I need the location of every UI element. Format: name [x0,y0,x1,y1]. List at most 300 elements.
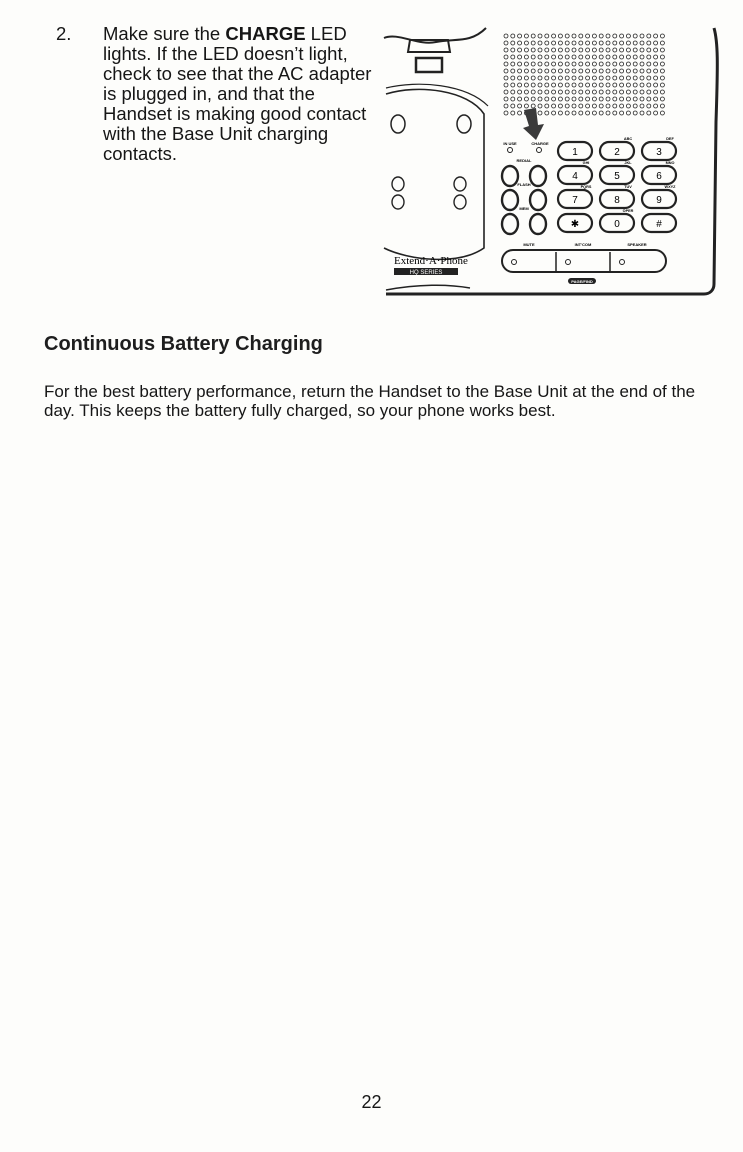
grille-hole [620,41,624,45]
grille-hole [504,62,508,66]
grille-hole [531,41,535,45]
grille-hole [606,62,610,66]
grille-hole [504,48,508,52]
grille-hole [640,76,644,80]
grille-hole [640,104,644,108]
grille-hole [545,97,549,101]
grille-hole [565,76,569,80]
series-badge: HQ SERIES [409,270,443,276]
key-letters: JKL [624,161,632,165]
grille-hole [599,69,603,73]
grille-hole [511,48,515,52]
grille-hole [558,104,562,108]
grille-hole [660,83,664,87]
grille-hole [518,97,522,101]
grille-hole [613,104,617,108]
grille-hole [579,34,583,38]
grille-hole [592,97,596,101]
keypad-key-label: 1 [572,147,578,158]
grille-hole [579,83,583,87]
grille-hole [511,97,515,101]
grille-hole [592,41,596,45]
section-paragraph: For the best battery performance, return the Handset to the Base Unit at the end of the day. This keeps the battery fully charged, so your phone works best. [44,382,696,420]
grille-hole [613,55,617,59]
grille-hole [572,97,576,101]
grille-hole [524,62,528,66]
grille-hole [504,97,508,101]
grille-hole [572,34,576,38]
grille-hole [626,83,630,87]
grille-hole [613,48,617,52]
grille-hole [518,41,522,45]
grille-hole [592,111,596,115]
grille-hole [565,83,569,87]
grille-hole [654,34,658,38]
grille-hole [620,55,624,59]
grille-hole [606,55,610,59]
grille-hole [504,76,508,80]
grille-hole [552,104,556,108]
grille-hole [531,34,535,38]
grille-hole [545,90,549,94]
grille-hole [579,41,583,45]
grille-hole [558,111,562,115]
grille-hole [579,69,583,73]
grille-hole [579,90,583,94]
grille-hole [599,34,603,38]
grille-hole [518,104,522,108]
grille-hole [592,48,596,52]
grille-hole [545,48,549,52]
grille-hole [511,69,515,73]
grille-hole [531,48,535,52]
grille-hole [538,83,542,87]
grille-hole [660,34,664,38]
mute-label: MUTE [523,242,535,247]
down-arrow-icon [523,108,544,140]
grille-hole [660,55,664,59]
grille-hole [660,97,664,101]
grille-hole [599,48,603,52]
grille-hole [504,90,508,94]
grille-hole [592,62,596,66]
in-use-label: IN USE [503,141,517,146]
grille-hole [660,90,664,94]
grille-hole [640,90,644,94]
function-button [502,214,518,234]
grille-hole [647,83,651,87]
grille-hole [626,69,630,73]
step-text [103,24,378,164]
grille-hole [565,48,569,52]
cradle-window [416,58,442,72]
grille-hole [552,83,556,87]
grille-hole [633,41,637,45]
grille-hole [626,34,630,38]
grille-hole [565,97,569,101]
grille-hole [592,76,596,80]
grille-hole [654,62,658,66]
grille-hole [504,34,508,38]
grille-hole [518,62,522,66]
grille-hole [606,76,610,80]
grille-hole [599,76,603,80]
grille-hole [552,62,556,66]
charge-emphasis: CHARGE [225,23,306,44]
grille-hole [565,69,569,73]
grille-hole [545,55,549,59]
grille-hole [579,111,583,115]
grille-hole [524,55,528,59]
grille-hole [552,69,556,73]
grille-hole [538,90,542,94]
grille-hole [647,69,651,73]
grille-hole [552,34,556,38]
grille-hole [518,76,522,80]
grille-hole [592,34,596,38]
page-number: 22 [361,1092,382,1112]
grille-hole [606,83,610,87]
grille-hole [606,48,610,52]
grille-hole [613,34,617,38]
function-button [502,190,518,210]
grille-hole [647,48,651,52]
grille-hole [586,76,590,80]
base-unit-illustration [378,22,724,298]
grille-hole [606,97,610,101]
grille-hole [579,104,583,108]
grille-hole [633,62,637,66]
grille-hole [558,34,562,38]
grille-hole [647,55,651,59]
grille-hole [592,83,596,87]
grille-hole [504,104,508,108]
grille-hole [606,104,610,108]
grille-hole [531,76,535,80]
step-text-before: Make sure the [103,23,226,44]
grille-hole [538,41,542,45]
grille-hole [518,55,522,59]
grille-hole [565,62,569,66]
grille-hole [647,104,651,108]
grille-hole [599,62,603,66]
grille-hole [545,41,549,45]
grille-hole [640,62,644,66]
grille-hole [640,48,644,52]
grille-hole [654,104,658,108]
grille-hole [626,76,630,80]
grille-hole [558,97,562,101]
step-text-after: LED lights. If the LED doesn’t light, check to see that the AC adapter is plugged in, and that the Handset is making good contact with the Base Unit charging contacts. [103,23,372,164]
grille-hole [531,90,535,94]
grille-hole [620,83,624,87]
grille-hole [511,62,515,66]
grille-hole [592,55,596,59]
grille-hole [524,76,528,80]
grille-hole [531,69,535,73]
grille-hole [558,55,562,59]
grille-hole [545,34,549,38]
grille-hole [538,48,542,52]
grille-hole [531,104,535,108]
grille-hole [524,69,528,73]
grille-hole [626,48,630,52]
grille-hole [647,111,651,115]
grille-hole [524,41,528,45]
grille-hole [545,111,549,115]
grille-hole [558,90,562,94]
grille-hole [524,97,528,101]
grille-hole [552,76,556,80]
grille-hole [647,90,651,94]
grille-hole [538,55,542,59]
grille-hole [633,111,637,115]
grille-hole [586,90,590,94]
grille-hole [511,104,515,108]
grille-hole [626,41,630,45]
grille-hole [579,97,583,101]
key-letters: ABC [623,137,633,141]
grille-hole [599,90,603,94]
key-letters: WXYZ [664,185,676,189]
grille-hole [572,76,576,80]
keypad-key-label: 9 [656,195,662,206]
grille-hole [654,69,658,73]
grille-hole [599,97,603,101]
grille-hole [620,34,624,38]
grille-hole [660,69,664,73]
grille-hole [647,76,651,80]
keypad-key-label: 8 [614,195,620,206]
grille-hole [620,90,624,94]
grille-hole [592,90,596,94]
function-label: REDIAL [516,158,532,163]
grille-hole [518,48,522,52]
grille-hole [592,104,596,108]
key-letters: OPER [622,209,634,213]
grille-hole [538,104,542,108]
grille-hole [565,104,569,108]
grille-hole [606,90,610,94]
step-number: 2. [56,23,72,44]
grille-hole [586,83,590,87]
speaker-grille [504,34,664,115]
grille-hole [524,34,528,38]
grille-hole [511,111,515,115]
grille-hole [633,55,637,59]
grille-hole [572,69,576,73]
grille-hole [654,90,658,94]
function-label: MEM [519,206,529,211]
grille-hole [545,76,549,80]
grille-hole [586,34,590,38]
grille-hole [654,83,658,87]
charge-label: CHARGE [531,141,549,146]
grille-hole [586,55,590,59]
grille-hole [660,111,664,115]
grille-hole [654,48,658,52]
grille-hole [599,41,603,45]
grille-hole [531,97,535,101]
grille-hole [572,90,576,94]
grille-hole [633,69,637,73]
grille-hole [613,90,617,94]
grille-hole [531,55,535,59]
grille-hole [572,41,576,45]
grille-hole [654,97,658,101]
grille-hole [626,55,630,59]
grille-hole [545,104,549,108]
grille-hole [626,62,630,66]
keypad-key-label: 7 [572,195,578,206]
grille-hole [511,90,515,94]
key-letters: TUV [624,185,632,189]
grille-hole [640,97,644,101]
grille-hole [599,104,603,108]
speaker-label: SPEAKER [627,242,647,247]
keypad-key-label: 2 [614,147,620,158]
grille-hole [524,48,528,52]
keypad [502,137,676,234]
grille-hole [654,111,658,115]
grille-hole [620,62,624,66]
grille-hole [647,97,651,101]
grille-hole [633,83,637,87]
grille-hole [640,69,644,73]
grille-hole [613,69,617,73]
grille-hole [504,83,508,87]
grille-hole [586,62,590,66]
grille-hole [545,62,549,66]
grille-hole [606,111,610,115]
grille-hole [558,69,562,73]
grille-hole [579,48,583,52]
grille-hole [586,41,590,45]
grille-hole [558,83,562,87]
grille-hole [518,90,522,94]
keypad-key-label: 0 [614,219,620,230]
grille-hole [511,76,515,80]
keypad-key-label: # [656,219,662,230]
grille-hole [599,83,603,87]
grille-hole [640,83,644,87]
grille-hole [504,69,508,73]
grille-hole [524,83,528,87]
grille-hole [518,34,522,38]
grille-hole [620,97,624,101]
grille-hole [565,41,569,45]
page-find-label: PAGE/FIND [571,279,593,284]
grille-hole [538,111,542,115]
brand-logo: Extend·A·Phone [394,255,468,267]
grille-hole [552,111,556,115]
key-letters: MNO [665,161,675,165]
grille-hole [654,55,658,59]
key-letters: GHI [582,161,590,165]
grille-hole [518,83,522,87]
grille-hole [599,55,603,59]
grille-hole [504,111,508,115]
grille-hole [552,55,556,59]
function-button [530,190,546,210]
grille-hole [531,62,535,66]
keypad-key-label: ✱ [570,219,580,230]
grille-hole [511,41,515,45]
grille-hole [511,83,515,87]
function-button [530,214,546,234]
function-button [530,166,546,186]
grille-hole [586,97,590,101]
grille-hole [660,104,664,108]
grille-hole [538,34,542,38]
grille-hole [647,62,651,66]
grille-hole [552,90,556,94]
grille-hole [504,41,508,45]
grille-hole [640,111,644,115]
grille-hole [626,97,630,101]
grille-hole [599,111,603,115]
key-letters: DEF [666,137,674,141]
grille-hole [613,83,617,87]
grille-hole [558,48,562,52]
grille-hole [518,111,522,115]
grille-hole [518,69,522,73]
keypad-key-label: 4 [572,171,578,182]
grille-hole [579,62,583,66]
grille-hole [640,41,644,45]
grille-hole [660,41,664,45]
grille-hole [552,48,556,52]
grille-hole [660,76,664,80]
grille-hole [606,34,610,38]
grille-hole [538,62,542,66]
grille-hole [504,55,508,59]
grille-hole [565,34,569,38]
grille-hole [511,34,515,38]
grille-hole [572,55,576,59]
grille-hole [538,69,542,73]
grille-hole [565,90,569,94]
intercom-label: INT'COM [574,242,592,247]
grille-hole [640,55,644,59]
grille-hole [660,62,664,66]
grille-hole [558,76,562,80]
keypad-key-label: 3 [656,147,662,158]
grille-hole [626,104,630,108]
grille-hole [660,48,664,52]
grille-hole [620,76,624,80]
grille-hole [586,104,590,108]
grille-hole [626,111,630,115]
grille-hole [654,41,658,45]
grille-hole [620,69,624,73]
grille-hole [613,62,617,66]
keypad-key-label: 5 [614,171,620,182]
grille-hole [538,76,542,80]
grille-hole [531,83,535,87]
grille-hole [586,111,590,115]
grille-hole [633,76,637,80]
grille-hole [654,76,658,80]
grille-hole [524,104,528,108]
grille-hole [586,48,590,52]
grille-hole [647,41,651,45]
grille-hole [626,90,630,94]
grille-hole [552,97,556,101]
grille-hole [633,90,637,94]
grille-hole [572,111,576,115]
section-heading: Continuous Battery Charging [44,333,323,355]
